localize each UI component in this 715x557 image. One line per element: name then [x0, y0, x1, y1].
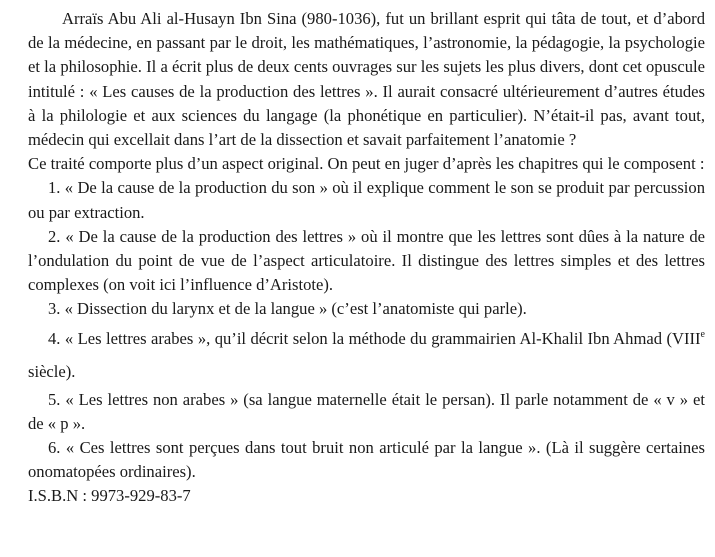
chapter-item-5: 5. « Les lettres non arabes » (sa langue maternelle était le persan). Il parle notamment de « v » et de « p ».	[28, 389, 705, 433]
chapter-item-4	[28, 322, 705, 388]
chapter-item-4-tail: siècle).	[28, 361, 76, 381]
century-superscript: e	[700, 328, 705, 340]
document-page	[28, 7, 705, 509]
chapter-item-1: 1. « De la cause de la production du son » où il explique comment le son se produit par percussion ou par extraction.	[28, 178, 705, 222]
intro-paragraph: Arraïs Abu Ali al-Husayn Ibn Sina (980-1036), fut un brillant esprit qui tâta de tout, et d’abord de la médecine, en passant par le droit, les mathématiques, l’astronomie, la pédagogie, la psychologie et la philosophie. Il a écrit plus de deux cents ouvrages sur les sujets les plus divers, dont cet opuscule intitulé : « Les causes de la production des lettres ». Il aurait consacré ultérieurement d’autres études à la philologie et aux sciences du langage (la phonétique en particulier). N’était-il pas, avant tout, médecin qui excellait dans l’art de la dissection et savait parfaitement l’anatomie ?	[28, 9, 705, 150]
isbn-line: I.S.B.N : 9973-929-83-7	[28, 486, 191, 506]
chapter-item-2: 2. « De la cause de la production des lettres » où il montre que les lettres sont dûes à la nature de l’ondulation du point de vue de l’aspect articulatoire. Il distingue des lettres simples et des lettres complexes (on voit ici l’influence d’Aristote).	[28, 226, 705, 295]
chapter-item-6: 6. « Ces lettres sont perçues dans tout bruit non articulé par la langue ». (Là il suggère certaines onomatopées ordinaires).	[28, 438, 705, 482]
chapter-item-4-text: 4. « Les lettres arabes », qu’il décrit selon la méthode du grammairien Al-Khalil Ibn Ahmad (VIII	[48, 328, 701, 348]
treatise-paragraph: Ce traité comporte plus d’un aspect original. On peut en juger d’après les chapitres qui le composent :	[28, 154, 705, 174]
chapter-item-3: 3. « Dissection du larynx et de la langue » (c’est l’anatomiste qui parle).	[48, 299, 527, 319]
